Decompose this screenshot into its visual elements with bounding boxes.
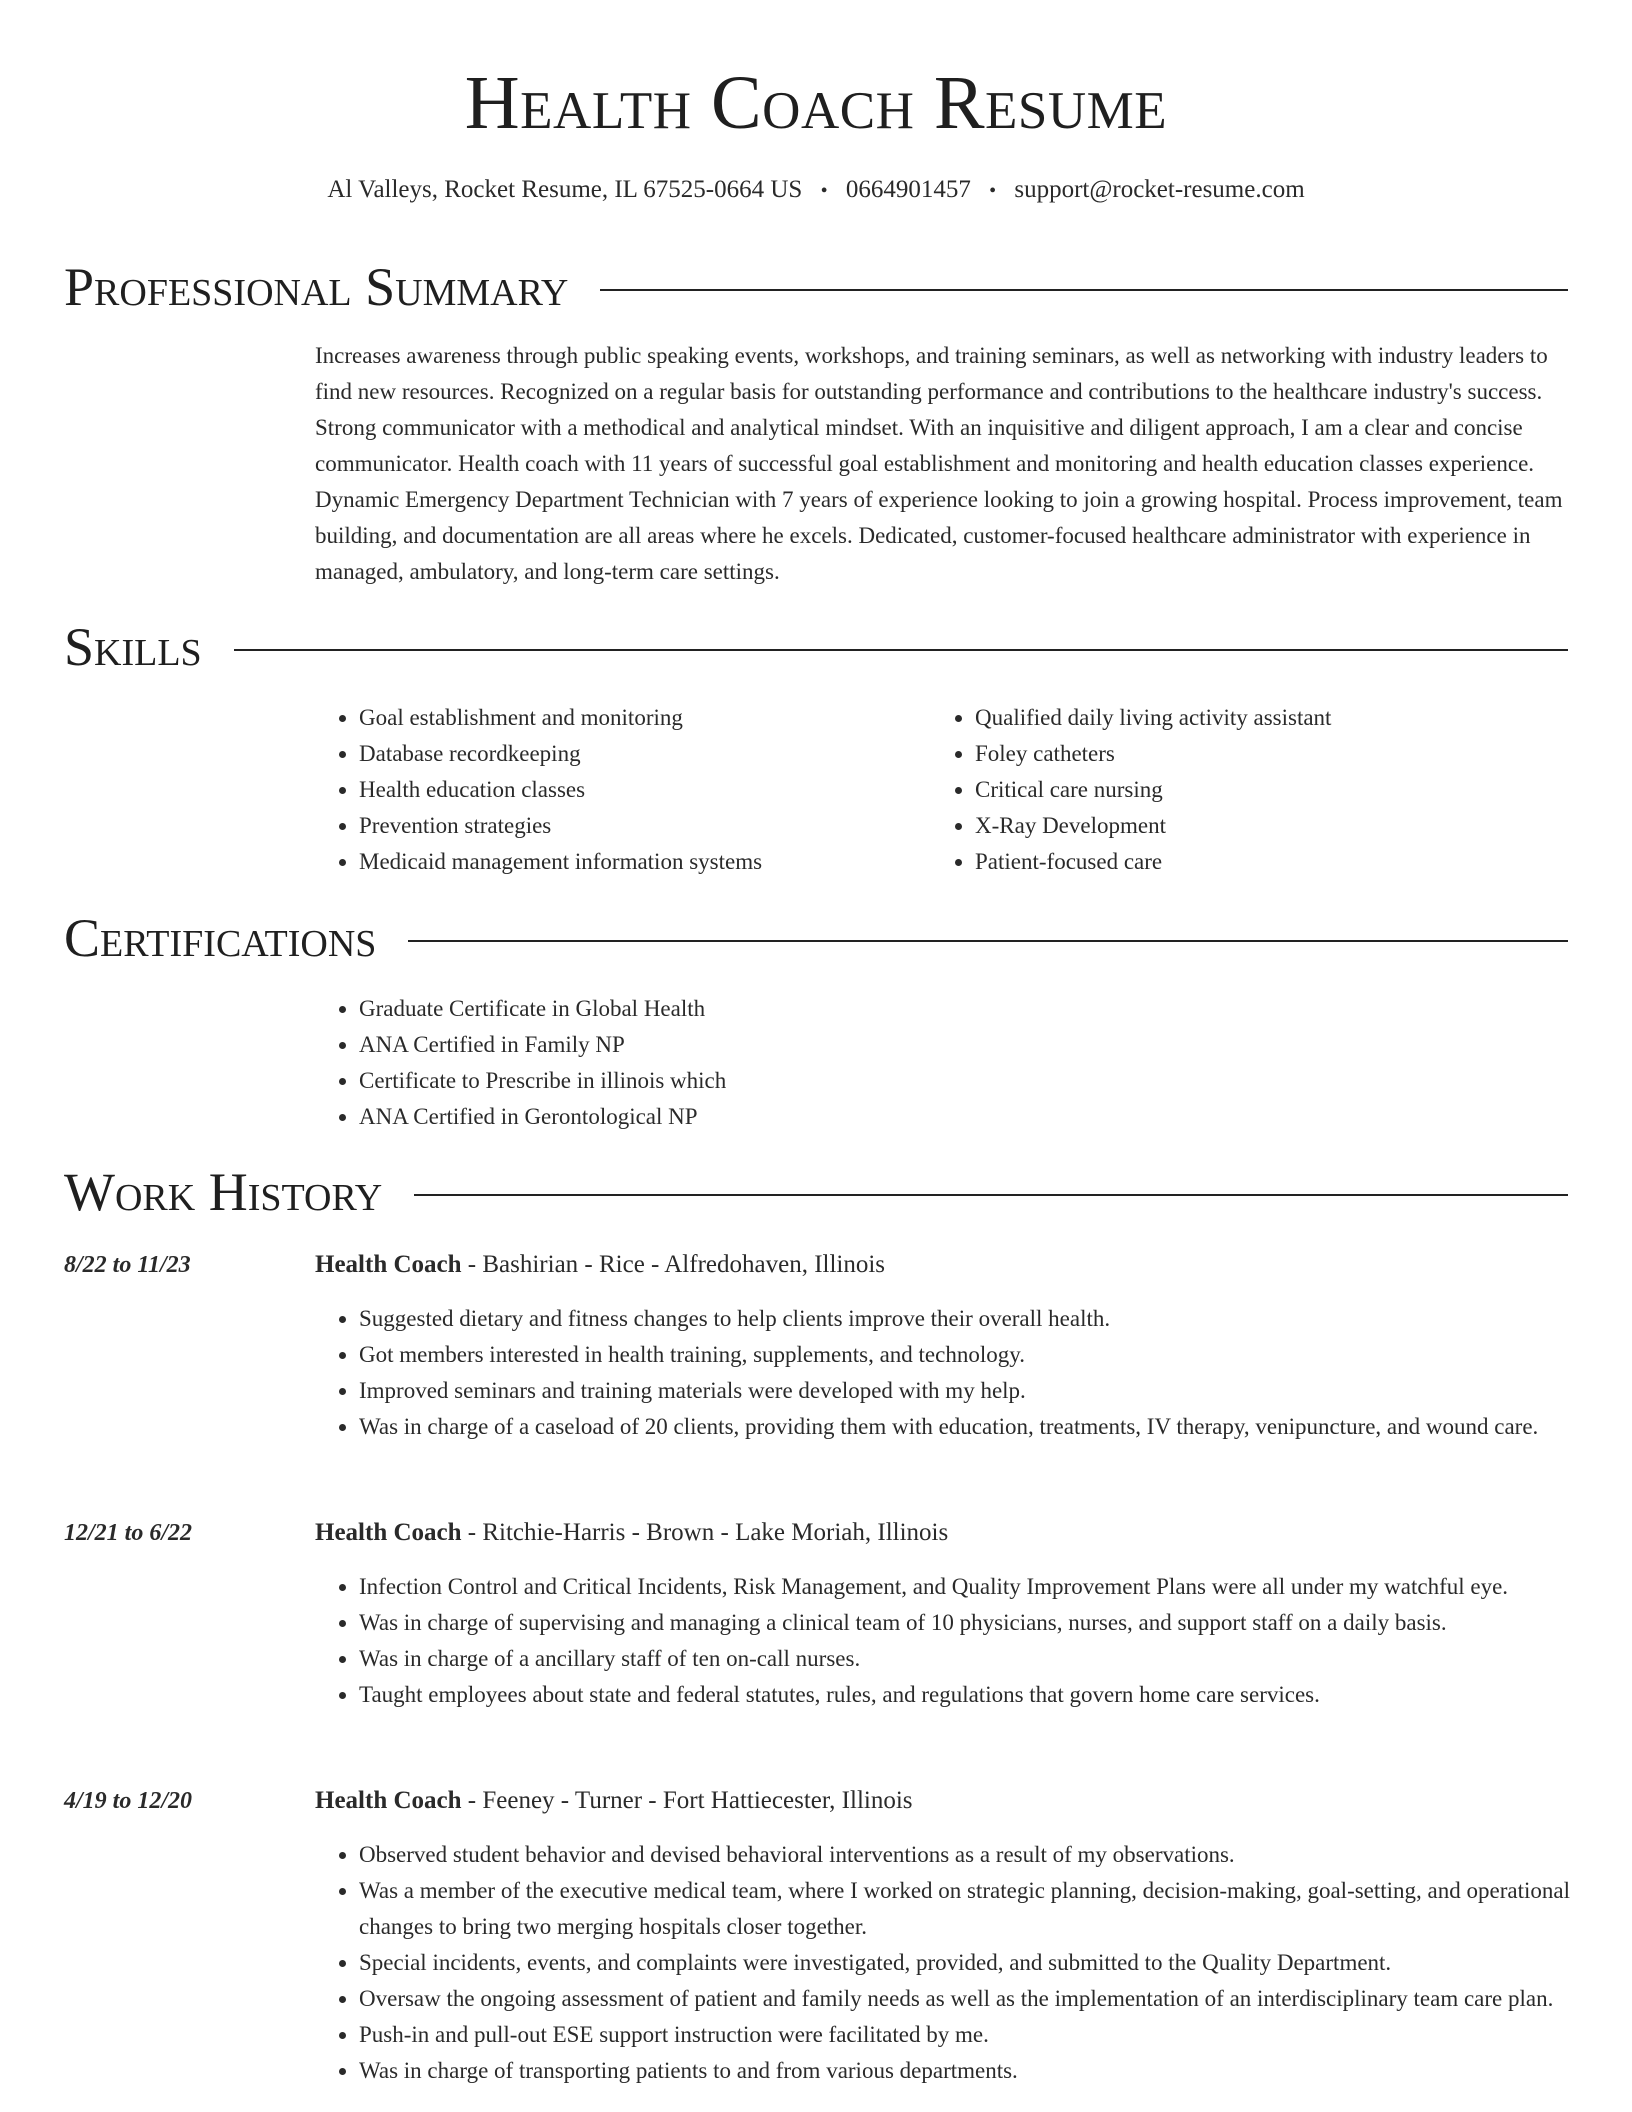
job-duty: • Suggested dietary and fitness changes to help clients improve their overall health.	[359, 1301, 1570, 1337]
skill-item: • Critical care nursing	[975, 772, 1521, 808]
skill-item: • Medicaid management information systems	[359, 844, 905, 880]
summary-heading: Professional Summary	[64, 257, 569, 317]
skill-item: • Database recordkeeping	[359, 736, 905, 772]
skills-heading: Skills	[64, 617, 202, 677]
job-duty: • Taught employees about state and federal statutes, rules, and regulations that govern home care services.	[359, 1677, 1570, 1713]
job-title: Health Coach	[315, 1787, 462, 1814]
job-duty: • Improved seminars and training materials were developed with my help.	[359, 1373, 1570, 1409]
skill-item: • Patient-focused care	[975, 844, 1521, 880]
skill-item: • Foley catheters	[975, 736, 1521, 772]
job-duties-list	[315, 1301, 1570, 1445]
job-employer: - Bashirian - Rice - Alfredohaven, Illinois	[461, 1251, 886, 1278]
summary-section-header	[64, 252, 1568, 322]
job-duty: • Was in charge of supervising and managing a clinical team of 10 physicians, nurses, and support staff on a daily basis.	[359, 1605, 1570, 1641]
certification-item: • Graduate Certificate in Global Health	[359, 991, 1215, 1027]
certifications-block	[315, 991, 1215, 1135]
section-divider	[414, 1194, 1568, 1196]
certification-item: • ANA Certified in Family NP	[359, 1027, 1215, 1063]
skill-item: • Prevention strategies	[359, 808, 905, 844]
job-duties	[315, 1837, 1570, 2089]
job-title: Health Coach	[315, 1519, 462, 1546]
job-heading	[315, 1515, 948, 1551]
skill-item: • X-Ray Development	[975, 808, 1521, 844]
job-duty: • Got members interested in health training, supplements, and technology.	[359, 1337, 1570, 1373]
job-employer: - Feeney - Turner - Fort Hattiecester, Illinois	[461, 1787, 913, 1814]
job-duty: • Oversaw the ongoing assessment of patient and family needs as well as the implementation of an interdisciplinary team care plan.	[359, 1981, 1570, 2017]
work-history-heading: Work History	[64, 1162, 383, 1222]
certification-item: • Certificate to Prescribe in illinois which	[359, 1063, 1215, 1099]
job-duties-list	[315, 1569, 1570, 1713]
certifications-heading: Certifications	[64, 908, 377, 968]
job-duties	[315, 1301, 1570, 1445]
section-divider	[600, 289, 1568, 291]
certification-item: • ANA Certified in Gerontological NP	[359, 1099, 1215, 1135]
skill-item: • Health education classes	[359, 772, 905, 808]
skills-list	[315, 700, 905, 880]
job-duty: • Was a member of the executive medical team, where I worked on strategic planning, decision-making, goal-setting, and operational changes to bring two merging hospitals closer together.	[359, 1873, 1570, 1945]
skills-list	[931, 700, 1521, 880]
summary-paragraph: Increases awareness through public speaking events, workshops, and training seminars, as well as networking with industry leaders to find new resources. Recognized on a regular basis for outstanding performance and contributions to the healthcare industry's success. Strong communicator with a methodical and analytical mindset. With an inquisitive and diligent approach, I am a clear and concise communicator. Health coach with 11 years of successful goal establishment and monitoring and health education classes experience. Dynamic Emergency Department Technician with 7 years of experience looking to join a growing hospital. Process improvement, team building, and documentation are all areas where he excels. Dedicated, customer-focused healthcare administrator with experience in managed, ambulatory, and long-term care settings.	[315, 343, 1563, 584]
job-dates: 4/19 to 12/20	[64, 1788, 193, 1814]
contact-separator: •	[989, 180, 997, 202]
skills-column-left	[315, 700, 905, 880]
contact-phone: 0664901457	[845, 176, 971, 203]
resume-title: Health Coach Resume	[464, 61, 1168, 145]
section-divider	[408, 940, 1568, 942]
job-title: Health Coach	[315, 1251, 462, 1278]
job-dates: 12/21 to 6/22	[64, 1520, 193, 1546]
job-duty: • Was in charge of a ancillary staff of ten on-call nurses.	[359, 1641, 1570, 1677]
job-heading	[315, 1783, 913, 1819]
job-dates: 8/22 to 11/23	[64, 1252, 191, 1278]
contact-separator: •	[820, 180, 828, 202]
certifications-list	[315, 991, 1215, 1135]
skills-section-header	[64, 612, 1568, 682]
job-duty: • Was in charge of transporting patients to and from various departments.	[359, 2053, 1570, 2089]
contact-email[interactable]: support@rocket-resume.com	[1014, 176, 1305, 203]
skills-column-right	[931, 700, 1521, 880]
job-heading	[315, 1247, 885, 1283]
job-duty: • Special incidents, events, and complaints were investigated, provided, and submitted to the Quality Department.	[359, 1945, 1570, 1981]
contact-line	[0, 172, 1632, 209]
job-duty: • Observed student behavior and devised behavioral interventions as a result of my observations.	[359, 1837, 1570, 1873]
section-divider	[234, 649, 1568, 651]
job-duties-list	[315, 1837, 1570, 2089]
job-duty: • Was in charge of a caseload of 20 clients, providing them with education, treatments, IV therapy, venipuncture, and wound care.	[359, 1409, 1570, 1445]
job-employer: - Ritchie-Harris - Brown - Lake Moriah, Illinois	[461, 1519, 949, 1546]
skill-item: • Goal establishment and monitoring	[359, 700, 905, 736]
work-history-section-header	[64, 1157, 1568, 1227]
job-duty: • Infection Control and Critical Incidents, Risk Management, and Quality Improvement Plans were all under my watchful eye.	[359, 1569, 1570, 1605]
job-duties	[315, 1569, 1570, 1713]
job-duty: • Push-in and pull-out ESE support instruction were facilitated by me.	[359, 2017, 1570, 2053]
certifications-section-header	[64, 903, 1568, 973]
contact-address: Al Valleys, Rocket Resume, IL 67525-0664 US	[327, 176, 803, 203]
skill-item: • Qualified daily living activity assistant	[975, 700, 1521, 736]
